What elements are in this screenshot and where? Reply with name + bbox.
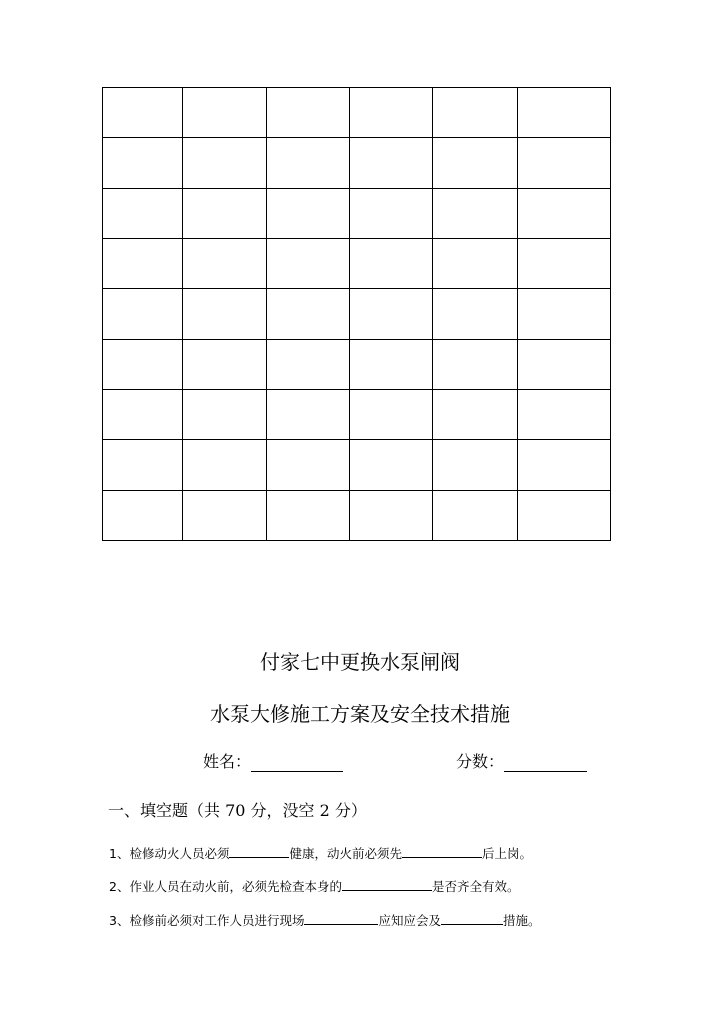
question-3-blank-1[interactable] <box>304 911 378 925</box>
grid-cell <box>518 289 611 339</box>
grid-cell <box>267 138 350 188</box>
grid-cell <box>103 440 183 490</box>
grid-cell <box>267 238 350 288</box>
grid-cell <box>183 289 267 339</box>
score-field <box>456 749 587 772</box>
question-2-prefix: 2、作业人员在动火前，必须先检查本身的 <box>109 879 342 894</box>
grid-cell <box>350 440 433 490</box>
grid-row <box>103 138 611 188</box>
score-label: 分数： <box>456 752 505 771</box>
grid-body <box>103 88 611 541</box>
blank-grid-table <box>102 87 611 541</box>
question-1-blank-2[interactable] <box>402 844 482 858</box>
question-3-middle: 应知应会及 <box>378 913 441 928</box>
grid-cell <box>103 289 183 339</box>
question-2-suffix: 是否齐全有效。 <box>431 879 520 894</box>
grid-cell <box>518 339 611 389</box>
grid-cell <box>433 389 518 439</box>
question-1-suffix: 后上岗。 <box>481 846 532 861</box>
grid-row <box>103 490 611 540</box>
grid-cell <box>350 188 433 238</box>
grid-cell <box>350 138 433 188</box>
name-label: 姓名： <box>203 752 252 771</box>
grid-row <box>103 389 611 439</box>
grid-cell <box>518 440 611 490</box>
document-subtitle: 水泵大修施工方案及安全技术措施 <box>210 702 510 726</box>
grid-row <box>103 339 611 389</box>
grid-cell <box>103 389 183 439</box>
grid-cell <box>183 88 267 138</box>
score-blank[interactable] <box>504 753 587 772</box>
question-1-blank-1[interactable] <box>229 844 289 858</box>
grid-cell <box>267 490 350 540</box>
grid-cell <box>183 238 267 288</box>
grid-cell <box>267 389 350 439</box>
question-2-blank-1[interactable] <box>342 877 432 891</box>
grid-cell <box>433 289 518 339</box>
grid-cell <box>433 339 518 389</box>
grid-cell <box>183 490 267 540</box>
grid-cell <box>183 138 267 188</box>
grid-cell <box>518 490 611 540</box>
section-heading: 一、填空题（共 70 分，没空 2 分） <box>108 801 367 820</box>
grid-row <box>103 238 611 288</box>
grid-cell <box>433 440 518 490</box>
grid-cell <box>183 440 267 490</box>
question-1-prefix: 1、检修动火人员必须 <box>109 846 230 861</box>
grid-cell <box>518 188 611 238</box>
question-3-prefix: 3、检修前必须对工作人员进行现场 <box>109 913 305 928</box>
grid-cell <box>267 289 350 339</box>
name-blank[interactable] <box>251 753 343 772</box>
grid-cell <box>103 490 183 540</box>
grid-cell <box>103 88 183 138</box>
grid-row <box>103 88 611 138</box>
grid-cell <box>518 238 611 288</box>
grid-cell <box>518 138 611 188</box>
grid-cell <box>433 188 518 238</box>
question-2 <box>109 877 519 895</box>
grid-cell <box>267 440 350 490</box>
name-field <box>203 749 343 772</box>
question-1 <box>109 844 532 862</box>
grid-cell <box>103 138 183 188</box>
grid-cell <box>433 138 518 188</box>
grid-cell <box>183 188 267 238</box>
grid-cell <box>350 339 433 389</box>
grid-cell <box>183 339 267 389</box>
grid-row <box>103 188 611 238</box>
grid-cell <box>183 389 267 439</box>
grid-cell <box>350 389 433 439</box>
grid-cell <box>103 238 183 288</box>
question-3 <box>109 911 541 929</box>
grid-cell <box>433 238 518 288</box>
grid-cell <box>103 188 183 238</box>
grid-cell <box>433 490 518 540</box>
grid-cell <box>518 389 611 439</box>
grid-row <box>103 440 611 490</box>
grid-cell <box>433 88 518 138</box>
grid-cell <box>518 88 611 138</box>
grid-cell <box>267 339 350 389</box>
grid-cell <box>103 339 183 389</box>
question-3-blank-2[interactable] <box>441 911 503 925</box>
grid-cell <box>267 88 350 138</box>
grid-cell <box>350 238 433 288</box>
question-1-middle: 健康，动火前必须先 <box>289 846 402 861</box>
document-title: 付家七中更换水泵闸阀 <box>260 650 460 674</box>
grid-row <box>103 289 611 339</box>
grid-cell <box>267 188 350 238</box>
grid-cell <box>350 88 433 138</box>
question-3-suffix: 措施。 <box>502 913 541 928</box>
grid-cell <box>350 289 433 339</box>
grid-cell <box>350 490 433 540</box>
